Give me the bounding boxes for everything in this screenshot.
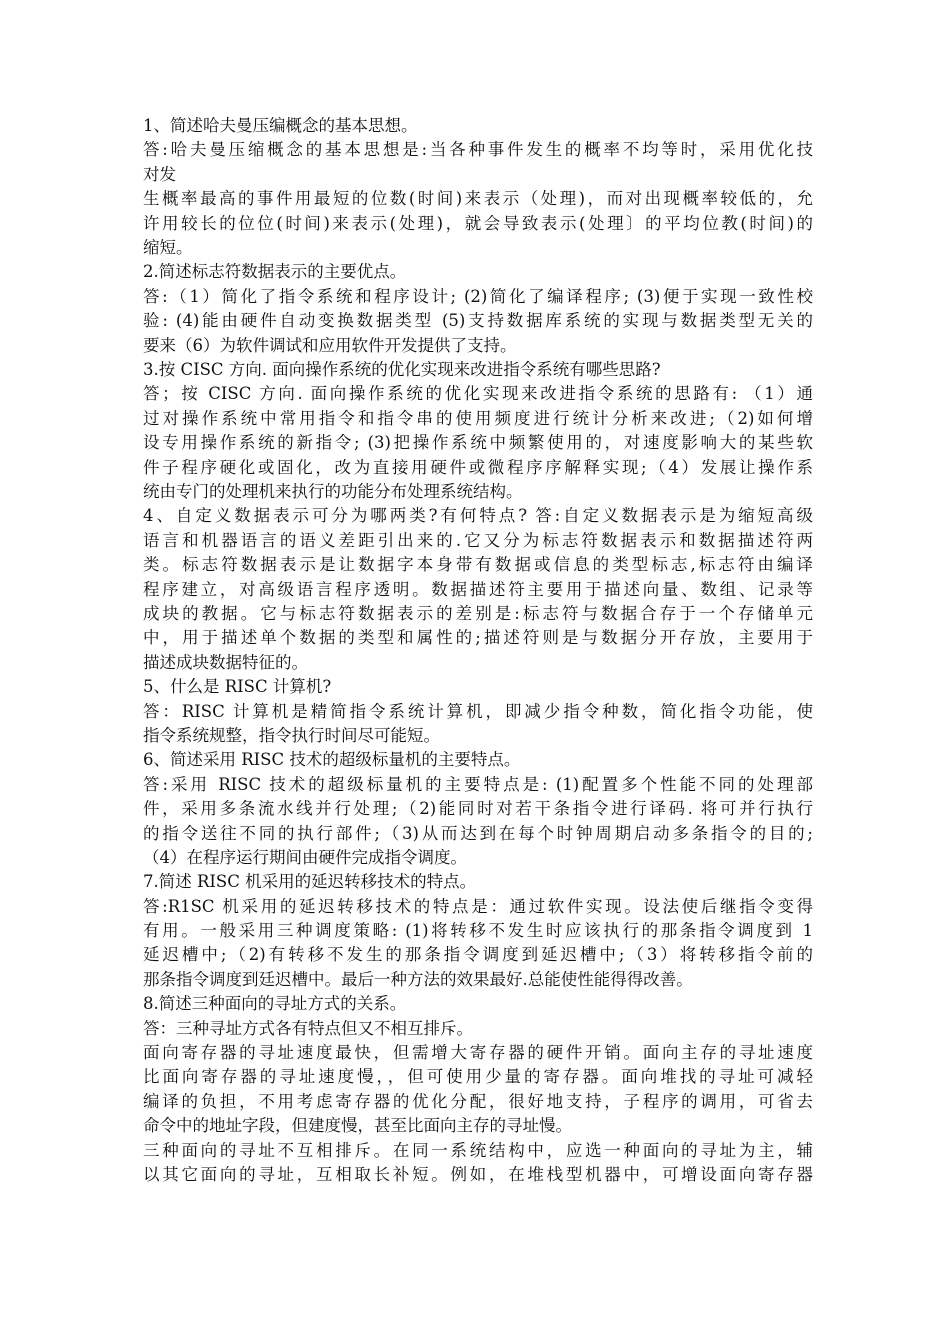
- answer-4-line: 中，用于描述单个数据的类型和属性的;描述符则是与数据分开存放，主要用于: [143, 628, 813, 648]
- answer-6-line: 答:采用 RISC 技术的超级标量机的主要特点是: (1)配置多个性能不同的处理部: [143, 774, 813, 794]
- answer-8-line: 编译的负担，不用考虑寄存器的优化分配，很好地支持，子程序的调用，可省去: [143, 1091, 813, 1111]
- answer-1-line: 许用较长的位位(时间)来表示(处理)，就会导致表示(处理〕的平均位教(时间)的: [143, 213, 813, 233]
- answer-6-line: （4）在程序运行期间由硬件完成指令调度。: [143, 847, 467, 867]
- answer-7-line: 答:R1SC 机采用的延迟转移技术的特点是：通过软件实现。设法使后继指令变得: [143, 896, 813, 916]
- answer-8-line: 以其它面向的寻址，互相取长补短。例如，在堆栈型机器中，可增设面向寄存器: [143, 1165, 813, 1185]
- answer-8-line: 面向寄存器的寻址速度最快，但需增大寄存器的硬件开销。面向主存的寻址速度: [143, 1043, 813, 1063]
- document-body: [143, 114, 813, 1187]
- answer-7-line: 延迟槽中;（2)有转移不发生的那条指令调度到延迟槽中;（3）将转移指令前的: [143, 945, 813, 965]
- answer-5-line: 答：RISC 计算机是精简指令系统计算机，即减少指令种数，简化指令功能，使: [143, 701, 813, 721]
- question-6-title: 6、简述采用 RISC 技术的超级标量机的主要特点。: [143, 750, 521, 770]
- answer-3-line: 统由专门的处理机来执行的功能分布处理系统结构。: [143, 481, 523, 501]
- answer-2-line: 要来（6）为软件调试和应用软件开发提供了支持。: [143, 335, 517, 355]
- answer-2-line: 答:（1）简化了指令系统和程序设计; (2)简化了编译程序; (3)便于实现一致性校: [143, 286, 813, 306]
- answer-3-line: 件子程序硬化或固化，改为直接用硬件或微程序序解释实现;（4）发展让操作系: [143, 457, 813, 477]
- answer-6-line: 的指令送往不同的执行部件;（3)从而达到在每个时钟周期启动多条指令的目的;: [143, 823, 813, 843]
- question-1-title: 1、简述哈夫曼压编概念的基本思想。: [143, 116, 418, 135]
- answer-1-line: 对发: [143, 164, 176, 184]
- answer-4-line: 语言和机器语言的语义差距引出来的.它又分为标志符数据表示和数据描述符两: [143, 530, 813, 550]
- answer-2-line: 验: (4)能由硬件自动变换数据类型 (5)支持数据库系统的实现与数据类型无关的: [143, 311, 813, 331]
- answer-3-line: 设专用操作系统的新指令; (3)把操作系统中频繁使用的，对速度影响大的某些软: [143, 433, 813, 453]
- answer-8-line: 答：三种寻址方式各有特点但又不相互排斥。: [143, 1018, 473, 1038]
- answer-4-line: 类。标志符数据表示是让数据字本身带有数据或信息的类型标志,标志符由编译: [143, 555, 813, 575]
- answer-8-line: 命令中的地址字段，但建度慢，甚至比面向主存的寻址慢。: [143, 1116, 572, 1136]
- question-5-title: 5、什么是 RISC 计算机?: [143, 677, 332, 697]
- answer-7-line: 那条指令调度到廷迟槽中。最后一种方法的效果最好.总能使性能得得改善。: [143, 969, 693, 989]
- answer-7-line: 有用。一般采用三种调度策略: (1)将转移不发生时应该执行的那条指令调度到 1: [143, 921, 813, 941]
- answer-4-line: 程序建立，对高级语言程序透明。数据描述符主要用于描述向量、数组、记录等: [143, 579, 813, 599]
- question-2-title: 2.简述标志符数据表示的主要优点。: [143, 262, 407, 282]
- answer-3-line: 答；按 CISC 方向. 面向操作系统的优化实现来改进指令系统的思路有: （1）通: [143, 384, 813, 404]
- answer-1-line: 生概率最高的事件用最短的位数(时间)来表示（处理)，而对出现概率较低的，允: [143, 189, 813, 209]
- answer-8-line: 比面向寄存器的寻址速度慢，，但可使用少量的寄存器。面向堆找的寻址可减轻: [143, 1067, 813, 1087]
- answer-8-line: 三种面向的寻址不互相排斥。在同一系统结构中，应选一种面向的寻址为主，辅: [143, 1140, 813, 1160]
- answer-3-line: 过对操作系统中常用指令和指令串的使用频度进行统计分析来改进;（2)如何增: [143, 408, 813, 428]
- answer-4-line: 描述成块数据特征的。: [143, 652, 308, 672]
- question-8-title: 8.简述三种面向的寻址方式的关系。: [143, 994, 407, 1014]
- answer-1-line: 答:哈夫曼压缩概念的基本思想是:当各种事件发生的概率不均等时，采用优化技: [143, 140, 813, 160]
- question-4-title: 4、自定义数据表示可分为哪两类?有何特点? 答:自定义数据表示是为缩短高级: [143, 506, 813, 526]
- question-3-title: 3.按 CISC 方向. 面向操作系统的优化实现来改进指令系统有哪些思路?: [143, 359, 661, 379]
- question-7-title: 7.简述 RISC 机采用的延迟转移技术的特点。: [143, 872, 477, 892]
- answer-4-line: 成块的教据。它与标志符数据表示的差别是:标志符与数据合存于一个存储单元: [143, 603, 813, 623]
- answer-1-line: 缩短。: [143, 237, 193, 257]
- answer-5-line: 指令系统规整，指令执行时间尽可能短。: [143, 725, 440, 745]
- answer-6-line: 件，采用多条流水线并行处理;（2)能同时对若干条指令进行译码. 将可并行执行: [143, 799, 813, 819]
